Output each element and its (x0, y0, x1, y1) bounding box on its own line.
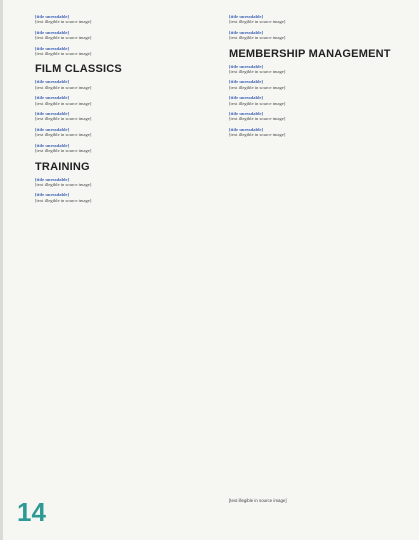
entry-description: [text illegible in source image] (229, 116, 286, 122)
entry-description: [text illegible in source image] (35, 84, 92, 90)
entry-title: [title unreadable] (35, 95, 69, 101)
entry-title: [title unreadable] (35, 45, 69, 51)
entry-description: [text illegible in source image] (229, 69, 286, 75)
entry-title: [title unreadable] (35, 126, 69, 132)
catalog-entry (35, 111, 205, 122)
page-number: 14 (17, 497, 46, 527)
entry-description: [text illegible in source image] (35, 19, 92, 25)
catalog-entry (35, 143, 205, 154)
entry-description: [text illegible in source image] (229, 19, 286, 25)
entry-title: [title unreadable] (35, 14, 69, 19)
entry-title: [title unreadable] (229, 29, 263, 35)
catalog-entry (229, 111, 397, 122)
section-heading-membership-management: MEMBERSHIP MANAGEMENT (229, 47, 391, 60)
catalog-entry (35, 30, 205, 41)
entry-title: [title unreadable] (35, 29, 69, 35)
entry-description: [text illegible in source image] (229, 100, 286, 106)
catalog-entry (229, 95, 397, 106)
catalog-entry (35, 192, 205, 203)
entry-title: [title unreadable] (229, 14, 263, 19)
entry-title: [title unreadable] (35, 192, 69, 198)
entry-title: [title unreadable] (229, 111, 263, 117)
catalog-entry (35, 79, 205, 90)
catalog-entry (229, 64, 397, 75)
entry-title: [title unreadable] (229, 79, 263, 85)
entry-description: [text illegible in source image] (35, 148, 92, 154)
catalog-entry (35, 95, 205, 106)
entry-description: [text illegible in source image] (35, 197, 92, 203)
catalog-entry (229, 14, 397, 25)
entry-description: [text illegible in source image] (35, 181, 92, 187)
entry-description: [text illegible in source image] (229, 132, 286, 138)
catalog-entry (229, 127, 397, 138)
section-heading-film-classics: FILM CLASSICS (35, 63, 122, 76)
catalog-entry (35, 127, 205, 138)
catalog-entry (229, 30, 397, 41)
entry-title: [title unreadable] (229, 63, 263, 69)
entry-description: [text illegible in source image] (229, 35, 286, 41)
entry-title: [title unreadable] (35, 142, 69, 148)
left-column (35, 14, 205, 208)
entry-description: [text illegible in source image] (35, 35, 92, 41)
entry-title: [title unreadable] (229, 95, 263, 101)
entry-description: [text illegible in source image] (35, 116, 92, 122)
entry-title: [title unreadable] (229, 126, 263, 132)
entry-description: [text illegible in source image] (35, 132, 92, 138)
catalog-entry (229, 79, 397, 90)
catalog-entry (35, 46, 205, 57)
catalog-entry (35, 14, 205, 25)
entry-title: [title unreadable] (35, 176, 69, 182)
footer-note: [text illegible in source image] (229, 498, 287, 503)
entry-description: [text illegible in source image] (229, 84, 286, 90)
section-heading-training: TRAINING (35, 160, 90, 173)
entry-title: [title unreadable] (35, 111, 69, 117)
right-column (229, 14, 397, 143)
entry-title: [title unreadable] (35, 79, 69, 85)
entry-description: [text illegible in source image] (35, 100, 92, 106)
catalog-entry (35, 177, 205, 188)
entry-description: [text illegible in source image] (35, 51, 92, 57)
